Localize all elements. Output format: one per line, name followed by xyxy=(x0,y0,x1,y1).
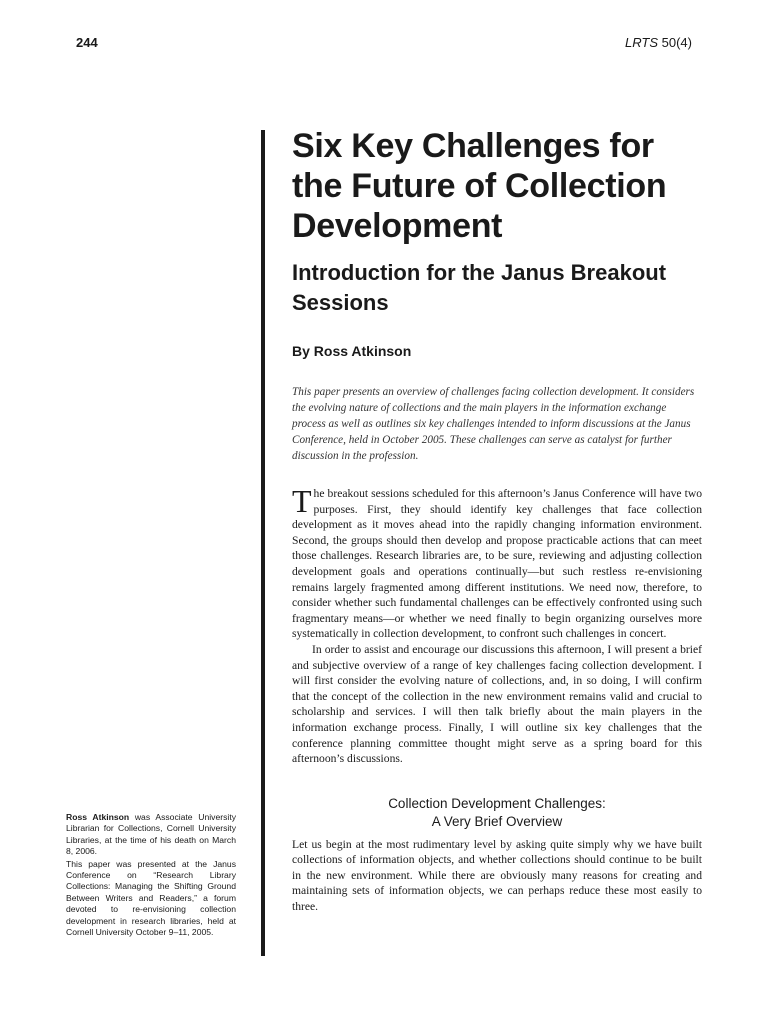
body-text xyxy=(292,483,702,767)
paragraph-1-text: he breakout sessions scheduled for this afternoon’s Janus Conference will have two purposes. First, they should identify key challenges that face collection development as it moves ahead into the rapidly changing information environment. Second, the groups should then develop and propose practicable actions that can meet those challenges. Research libraries are, to be sure, reviewing and adjusting collection development goals and operations continually—but such restless re-envisioning remains largely fragmented among different institutions. We need now, therefore, to consider whether such fundamental challenges can be effectively confronted using such fragmentary means—or whether we need finally to begin organizing ourselves more systematically in collection development, to confront such challenges in concert. xyxy=(292,487,702,641)
abstract: This paper presents an overview of challenges facing collection development. It considers the evolving nature of collections and the main players in the information exchange process as well as outlines six key challenges intended to inform discussions at the Janus Conference, held in October 2005. These challenges can serve as catalyst for further discussion in the profession. xyxy=(292,386,695,462)
paragraph-2: In order to assist and encourage our discussions this afternoon, I will present a brief and subjective overview of a range of key challenges facing collection development. I will first consider the evolving nature of collections, and, in so doing, I will confirm that the concept of the collection in the new environment remains valid and crucial to scholarship and services. I will then talk briefly about the main players in the information exchange process. Finally, I will outline six key challenges that the conference planning committee thought might serve as a spring board for this afternoon’s discussions. xyxy=(292,642,702,766)
section-heading-line-1: Collection Development Challenges: xyxy=(388,795,606,811)
section-paragraph: Let us begin at the most rudimentary level by asking quite simply why we have built collections of information objects, and whether collections should continue to be built in the new environment. While there are obviously many reasons for creating and maintaining sets of information objects, we can perhaps reduce these most easily to three. xyxy=(292,837,702,914)
paragraph-1 xyxy=(292,483,702,642)
drop-cap: T xyxy=(292,483,312,519)
article-main xyxy=(292,126,702,915)
article-title: Six Key Challenges for the Future of Collection Development xyxy=(292,127,667,245)
author-footnote xyxy=(66,812,236,939)
article-subtitle: Introduction for the Janus Breakout Sessions xyxy=(292,260,667,315)
vertical-rule xyxy=(261,130,265,956)
presentation-note: This paper was presented at the Janus Conference on “Research Library Collections: Managing the Shifting Ground Between Writers and Readers,” a forum devoted to re-envisioning collection development in research libraries, held at Cornell University October 9–11, 2005. xyxy=(66,858,236,938)
author-bio xyxy=(66,812,236,858)
byline: By Ross Atkinson xyxy=(292,343,412,359)
journal-name: LRTS xyxy=(625,35,659,50)
journal-volume: 50(4) xyxy=(661,35,692,50)
section-heading xyxy=(292,795,702,831)
section-heading-line-2: A Very Brief Overview xyxy=(431,813,563,829)
page-number: 244 xyxy=(76,35,98,50)
author-name: Ross Atkinson xyxy=(66,812,130,822)
author-bio-text: was Associate University Librarian for Collections, Cornell University Libraries, at the time of his death on March 8, 2006. xyxy=(66,812,236,857)
running-head xyxy=(625,35,692,50)
